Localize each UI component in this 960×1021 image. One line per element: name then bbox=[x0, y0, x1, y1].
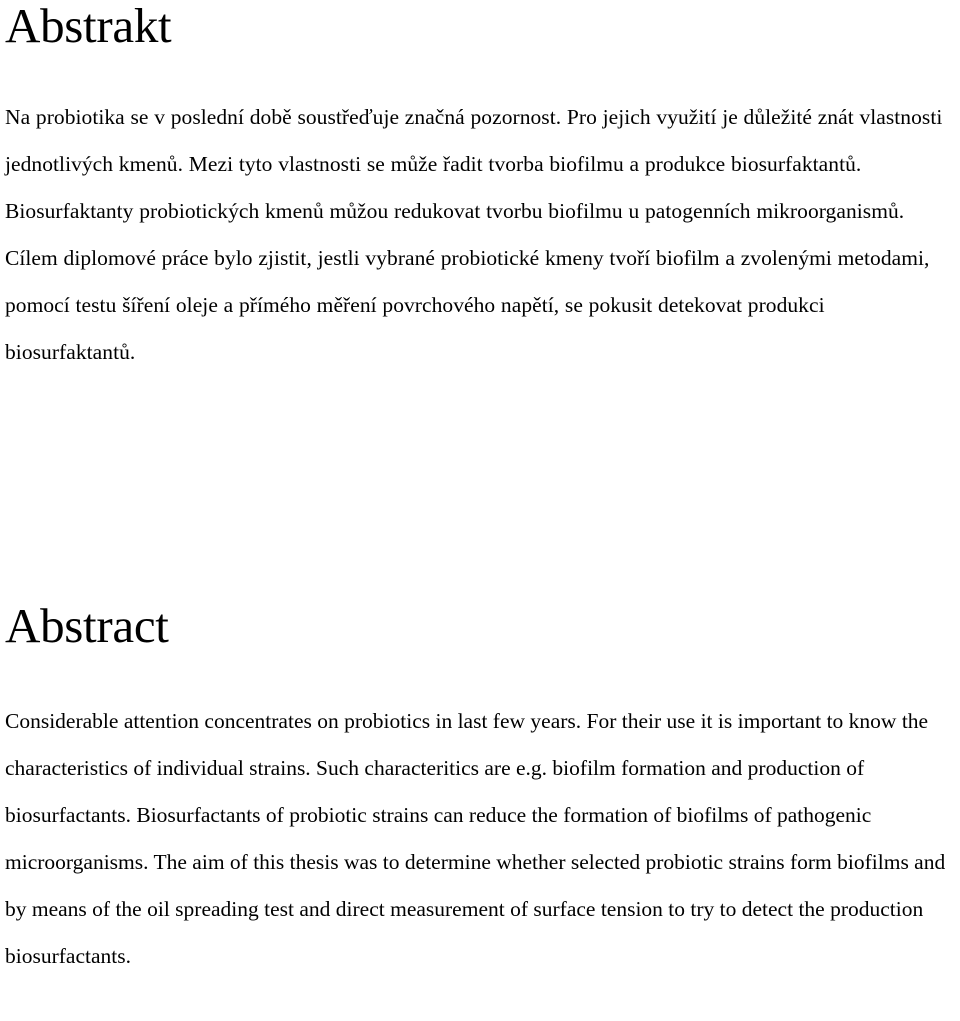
abstract-paragraph: Considerable attention concentrates on probiotics in last few years. For their use it is important to know the characteristics of individual strains. Such characteritics are e.g. biofilm formation and production of biosurfactants. Biosurfactants of probiotic strains can reduce the formation of biofilms of pathogenic microorganisms. The aim of this thesis was to determine whether selected probiotic strains form biofilms and by means of the oil spreading test and direct measurement of surface tension to try to detect the production biosurfactants. bbox=[5, 709, 946, 968]
abstrakt-paragraph: Na probiotika se v poslední době soustřeďuje značná pozornost. Pro jejich využití je důležité znát vlastnosti jednotlivých kmenů. Mezi tyto vlastnosti se může řadit tvorba biofilmu a produkce biosurfaktantů. Biosurfaktanty probiotických kmenů můžou redukovat tvorbu biofilmu u patogenních mikroorganismů. Cílem diplomové práce bylo zjistit, jestli vybrané probiotické kmeny tvoří biofilm a zvolenými metodami, pomocí testu šíření oleje a přímého měření povrchového napětí, se pokusit detekovat produkci biosurfaktantů. bbox=[5, 105, 943, 364]
abstrakt-heading: Abstrakt bbox=[5, 0, 172, 53]
abstract-heading: Abstract bbox=[5, 598, 169, 653]
